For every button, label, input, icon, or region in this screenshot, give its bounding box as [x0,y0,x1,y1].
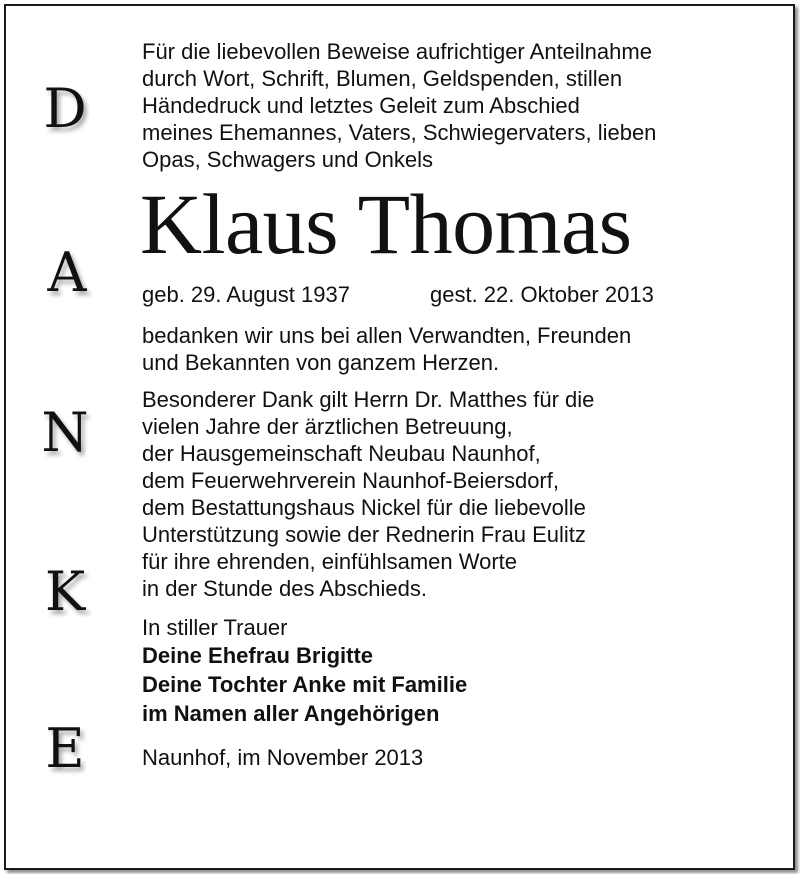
deceased-name: Klaus Thomas [140,176,632,272]
place-date: Naunhof, im November 2013 [142,745,424,770]
mourner-wife: Deine Ehefrau Brigitte [142,643,374,668]
mourner-relatives: im Namen aller Angehörigen [142,701,440,726]
danke-column [0,0,130,874]
danke-letter-n: N [41,401,89,464]
mourning-intro: In stiller Trauer [142,615,288,640]
notice-content [142,38,782,771]
special-thanks-text: Besonderer Dank gilt Herrn Dr. Matthes für die vielen Jahre der ärztlichen Betreuung, der Hausgemeinschaft Neubau Naunhof, dem Feuerwehrverein Naunhof-Beiersdorf, dem Bestattungshaus Nickel für die liebevolle Unterstützung sowie der Rednerin Frau Eulitz für ihre ehrenden, einfühlsamen Worte in der Stunde des Abschieds. [142,387,595,601]
danke-letter-k: K [44,560,86,623]
thanks-text: bedanken wir uns bei allen Verwandten, Freunden und Bekannten von ganzem Herzen. [142,323,632,375]
life-dates [142,281,782,308]
birth-date: geb. 29. August 1937 [142,282,350,307]
mourner-daughter: Deine Tochter Anke mit Familie [142,672,468,697]
intro-text: Für die liebevollen Beweise aufrichtiger Anteilnahme durch Wort, Schrift, Blumen, Geldspenden, stillen Händedruck und letztes Geleit zum Abschied meines Ehemannes, Vaters, Schwiegervaters, lieben Opas, Schwagers und Onkels [142,39,657,172]
danke-letter-d: D [43,77,87,140]
danke-letter-a: A [47,241,87,304]
death-date: gest. 22. Oktober 2013 [430,282,654,307]
danke-letter-e: E [45,717,85,780]
